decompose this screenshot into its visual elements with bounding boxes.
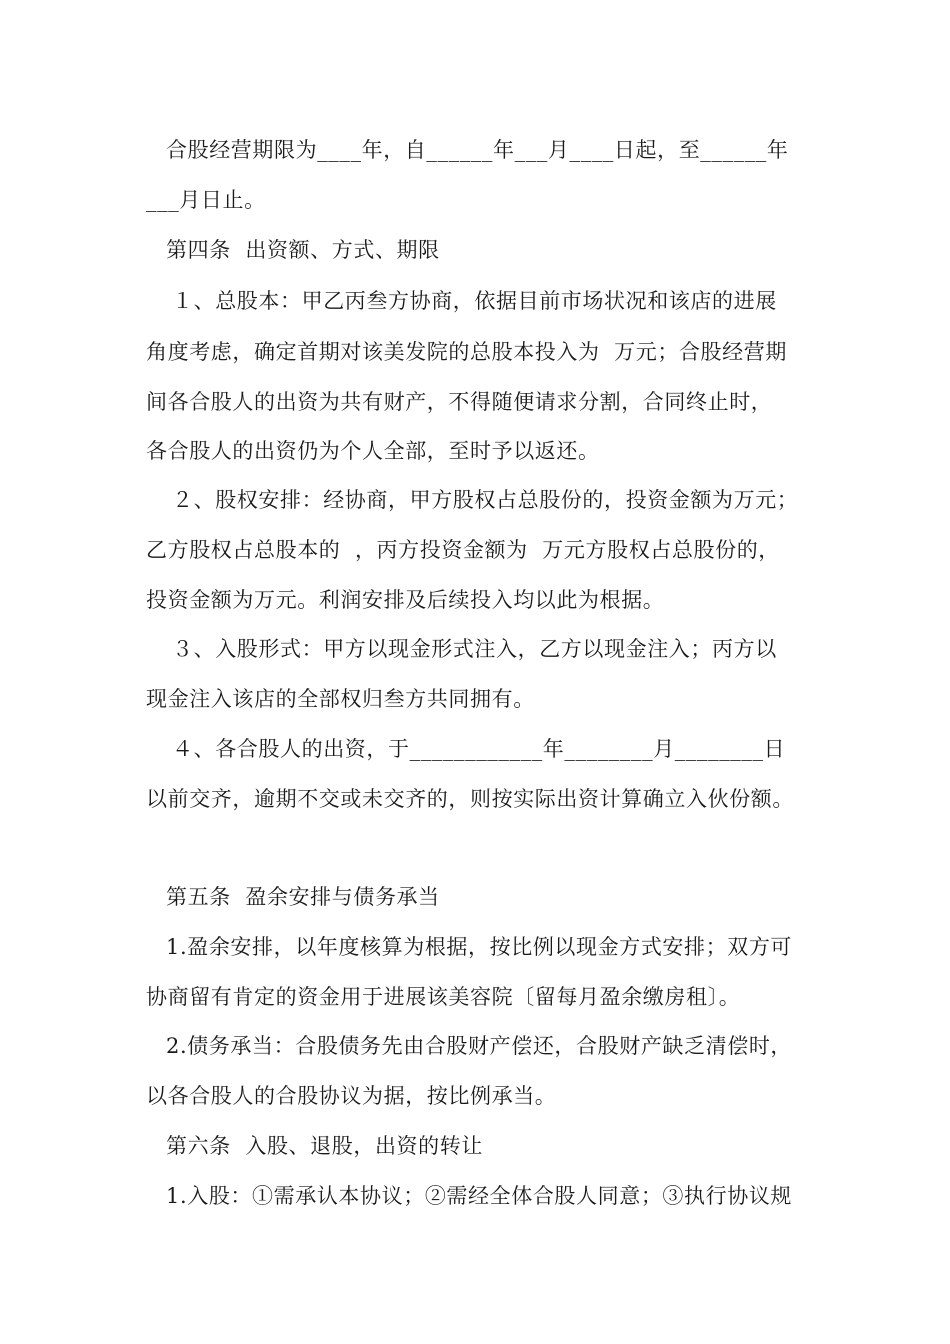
text-line: 乙方股权占总股本的 ，丙方投资金额为 万元方股权占总股份的，: [146, 538, 780, 562]
text-line: ２、股权安排：经协商，甲方股权占总股份的，投资金额为万元；: [172, 488, 799, 512]
section-heading: 第五条 盈余安排与债务承当: [166, 885, 440, 909]
text-line: 1.盈余安排，以年度核算为根据，按比例以现金方式安排；双方可: [166, 935, 793, 959]
text-line: １、总股本：甲乙丙叁方协商，依据目前市场状况和该店的进展: [172, 289, 777, 313]
text-line: 以前交齐，逾期不交或未交齐的，则按实际出资计算确立入伙份额。: [146, 787, 794, 811]
text-line: ___月日止。: [146, 188, 266, 212]
text-line: 投资金额为万元。利润安排及后续投入均以此为根据。: [146, 588, 665, 612]
section-heading: 第四条 出资额、方式、期限: [166, 238, 440, 262]
text-line: 协商留有肯定的资金用于进展该美容院〔留每月盈余缴房租〕。: [146, 985, 741, 1009]
text-line: ３、入股形式：甲方以现金形式注入，乙方以现金注入；丙方以: [172, 637, 777, 661]
text-line: 现金注入该店的全部权归叁方共同拥有。: [146, 687, 535, 711]
text-line: 间各合股人的出资为共有财产，不得随便请求分割，合同终止时，: [146, 390, 773, 414]
text-line: 1.入股：①需承认本协议；②需经全体合股人同意；③执行协议规: [166, 1184, 793, 1208]
section-heading: 第六条 入股、退股，出资的转让: [166, 1134, 483, 1158]
text-line: ４、各合股人的出资，于____________年________月________日: [172, 737, 786, 761]
text-line: 以各合股人的合股协议为据，按比例承当。: [146, 1084, 557, 1108]
text-line: 合股经营期限为____年，自______年___月____日起，至______年: [166, 138, 789, 162]
text-line: 角度考虑，确定首期对该美发院的总股本投入为 万元；合股经营期: [146, 340, 787, 364]
text-line: 各合股人的出资仍为个人全部，至时予以返还。: [146, 439, 600, 463]
text-line: 2.债务承当：合股债务先由合股财产偿还，合股财产缺乏清偿时，: [166, 1034, 793, 1058]
